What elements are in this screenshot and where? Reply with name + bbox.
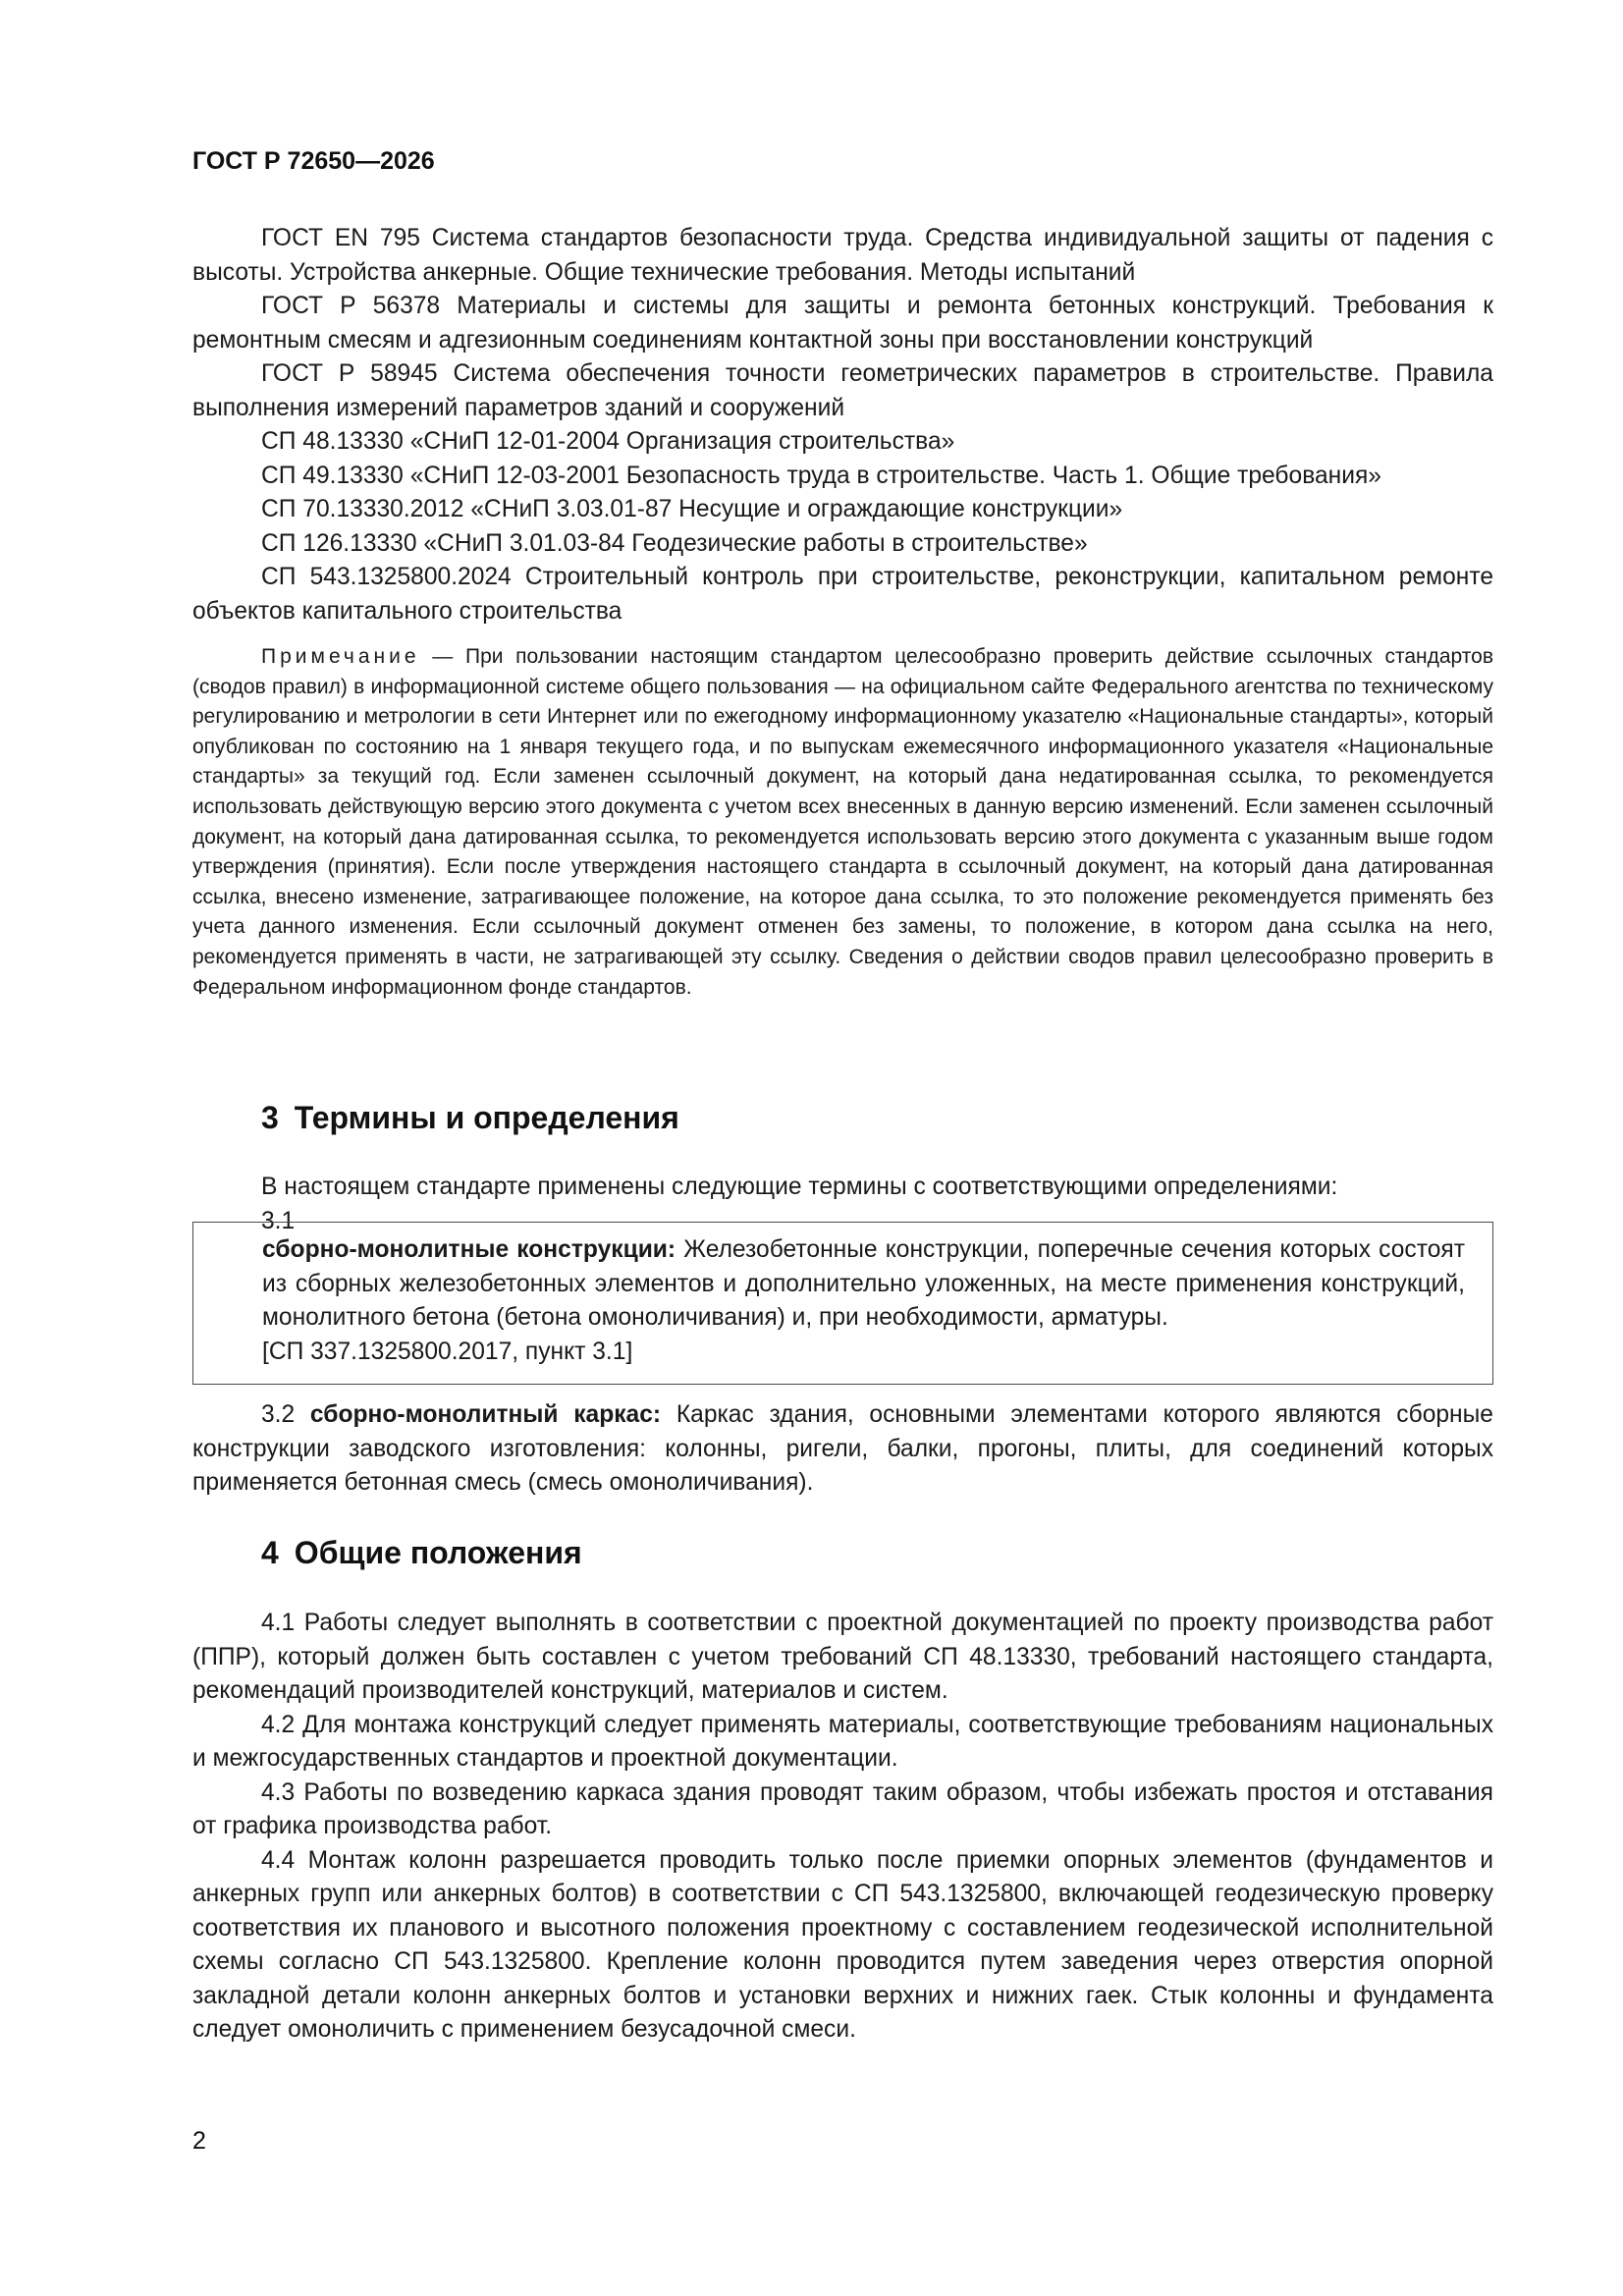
term-3-1-definition: сборно-монолитные конструкции: Железобетонные конструкции, поперечные сечения которых состоят из сборных железобетонных элементов и дополнительно уложенных, на месте применения конструкций, монолитного бетона (бетона омоноличивания) и, при необходимости, арматуры. [262, 1236, 1465, 1331]
term-3-1-number: 3.1 [261, 1207, 296, 1234]
term-3-1-term: сборно-монолитные конструкции: [262, 1236, 676, 1263]
document-header: ГОСТ Р 72650—2026 [192, 147, 435, 175]
reference-item: СП 49.13330 «СНиП 12-03-2001 Безопасность труда в строительстве. Часть 1. Общие требования» [261, 462, 1381, 489]
reference-item: ГОСТ Р 56378 Материалы и системы для защиты и ремонта бетонных конструкций. Требования к ремонтным смесям и адгезионным соединениям контактной зоны при восстановлении конструкций [192, 293, 1493, 354]
reference-item: ГОСТ EN 795 Система стандартов безопасности труда. Средства индивидуальной защиты от падения с высоты. Устройства анкерные. Общие технические требования. Методы испытаний [192, 225, 1493, 286]
clause-4-1: 4.1 Работы следует выполнять в соответствии с проектной документацией по проекту производства работ (ППР), который должен быть составлен с учетом требований СП 48.13330, требований настоящего стандарта, рекомендаций производителей конструкций, материалов и систем. [192, 1610, 1493, 1704]
reference-item: СП 48.13330 «СНиП 12-01-2004 Организация строительства» [261, 428, 955, 455]
note-text: Примечание — При пользовании настоящим стандартом целесообразно проверить действие ссылочных стандартов (сводов правил) в информационной системе общего пользования — на официальном сайте Федерального агентства по техническому регулированию и метрологии в сети Интернет или по ежегодному информационному указателю «Национальные стандарты», который опубликован по состоянию на 1 января текущего года, и по выпускам ежемесячного информационного указателя «Национальные стандарты» за текущий год. Если заменен ссылочный документ, на который дана недатированная ссылка, то рекомендуется использовать действующую версию этого документа с учетом всех внесенных в данную версию изменений. Если заменен ссылочный документ, на который дана датированная ссылка, то рекомендуется использовать версию этого документа с указанным выше годом утверждения (принятия). Если после утверждения настоящего стандарта в ссылочный документ, на который дана датированная ссылка, внесено изменение, затрагивающее положение, на которое дана ссылка, то это положение рекомендуется применять без учета данного изменения. Если ссылочный документ отменен без замены, то положение, в котором дана ссылка на него, рекомендуется применять в части, не затрагивающей эту ссылку. Сведения о действии сводов правил целесообразно проверить в Федеральном информационном фонде стандартов. [192, 645, 1493, 999]
reference-item: СП 126.13330 «СНиП 3.01.03-84 Геодезические работы в строительстве» [261, 529, 1088, 557]
note-block [192, 642, 1493, 1003]
section-4-heading: 4 Общие положения [261, 1535, 582, 1570]
clause-4-3: 4.3 Работы по возведению каркаса здания проводят таким образом, чтобы избежать простоя и отставания от графика производства работ. [192, 1778, 1493, 1839]
term-3-1-box [192, 1222, 1493, 1385]
reference-item: СП 543.1325800.2024 Строительный контроль при строительстве, реконструкции, капитальном ремонте объектов капитального строительства [192, 564, 1493, 625]
section-3-heading: 3 Термины и определения [261, 1100, 679, 1135]
page-number: 2 [192, 2127, 206, 2155]
term-3-2: 3.2 сборно-монолитный каркас: Каркас здания, основными элементами которого являются сборные конструкции заводского изготовления: колонны, ригели, балки, прогоны, плиты, для соединений которых применяется бетонная смесь (смесь омоноличивания). [192, 1401, 1493, 1496]
section-4-body [192, 1607, 1493, 2048]
normative-references [192, 222, 1493, 1003]
section-3-intro: В настоящем стандарте применены следующие термины с соответствующими определениями: 3.1 [192, 1171, 1493, 1238]
reference-item: СП 70.13330.2012 «СНиП 3.03.01-87 Несущие и ограждающие конструкции» [261, 496, 1123, 522]
term-3-2-term: сборно-монолитный каркас: [309, 1401, 662, 1428]
clause-4-4: 4.4 Монтаж колонн разрешается проводить только после приемки опорных элементов (фундаментов и анкерных групп или анкерных болтов) в соответствии с СП 543.1325800, включающей геодезическую проверку соответствия их планового и высотного положения проектному с составлением геодезической исполнительной схемы согласно СП 543.1325800. Крепление колонн проводится путем заведения через отверстия опорной закладной детали колонн анкерных болтов и установки верхних и нижних гаек. Стык колонны и фундамента следует омоноличить с применением безусадочной смеси. [192, 1846, 1493, 2043]
term-3-1-source: [СП 337.1325800.2017, пункт 3.1] [262, 1338, 633, 1365]
clause-4-2: 4.2 Для монтажа конструкций следует применять материалы, соответствующие требованиям национальных и межгосударственных стандартов и проектной документации. [192, 1711, 1493, 1772]
note-label: Примечание [261, 645, 420, 668]
reference-item: ГОСТ Р 58945 Система обеспечения точности геометрических параметров в строительстве. Правила выполнения измерений параметров зданий и сооружений [192, 360, 1493, 421]
